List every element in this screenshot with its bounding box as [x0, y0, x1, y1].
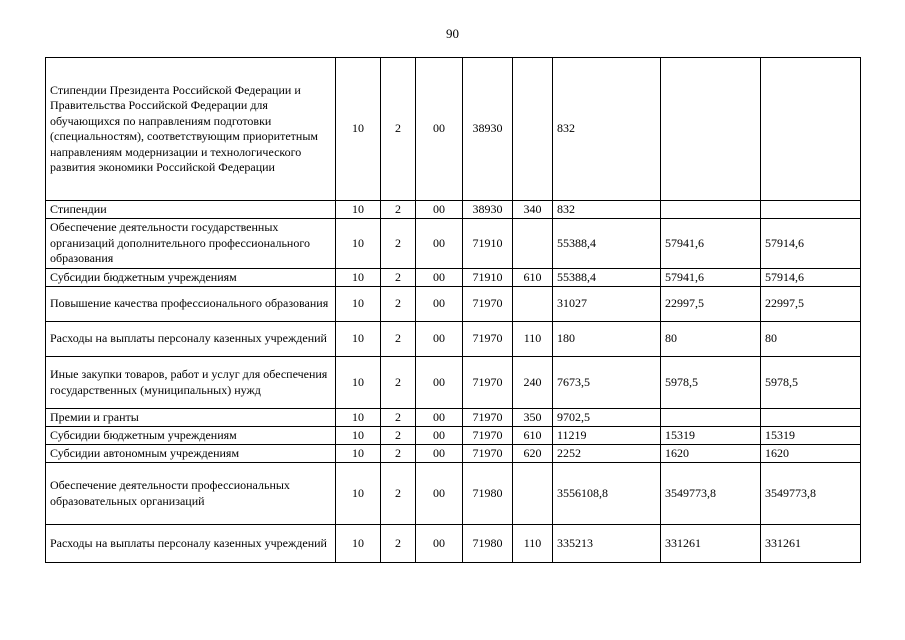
direction-code-cell: 38930 [463, 58, 513, 201]
section-code-cell: 10 [336, 427, 381, 445]
row-name-cell: Субсидии автономным учреждениям [46, 445, 336, 463]
subsection-code-cell: 2 [381, 463, 416, 525]
expense-type-cell [513, 463, 553, 525]
amount-year1-cell: 3556108,8 [553, 463, 661, 525]
amount-year2-cell: 57941,6 [661, 269, 761, 287]
program-code-cell: 00 [416, 219, 463, 269]
table-row [46, 269, 861, 287]
budget-table [45, 57, 861, 563]
program-code-cell: 00 [416, 269, 463, 287]
amount-year1-cell: 2252 [553, 445, 661, 463]
program-code-cell: 00 [416, 357, 463, 409]
row-name-cell: Премии и гранты [46, 409, 336, 427]
section-code-cell: 10 [336, 219, 381, 269]
page-number: 90 [446, 26, 459, 41]
program-code-cell: 00 [416, 58, 463, 201]
program-code-cell: 00 [416, 463, 463, 525]
amount-year2-cell: 1620 [661, 445, 761, 463]
program-code-cell: 00 [416, 201, 463, 219]
expense-type-cell: 240 [513, 357, 553, 409]
amount-year2-cell: 15319 [661, 427, 761, 445]
table-body [46, 58, 861, 563]
program-code-cell: 00 [416, 287, 463, 322]
amount-year2-cell [661, 58, 761, 201]
amount-year3-cell: 57914,6 [761, 219, 861, 269]
amount-year3-cell: 15319 [761, 427, 861, 445]
expense-type-cell: 110 [513, 525, 553, 563]
subsection-code-cell: 2 [381, 357, 416, 409]
direction-code-cell: 71910 [463, 219, 513, 269]
table-row [46, 445, 861, 463]
row-name-cell: Иные закупки товаров, работ и услуг для обеспечения государственных (муниципальных) нужд [46, 357, 336, 409]
section-code-cell: 10 [336, 287, 381, 322]
row-name-cell: Стипендии [46, 201, 336, 219]
amount-year1-cell: 31027 [553, 287, 661, 322]
subsection-code-cell: 2 [381, 445, 416, 463]
table-row [46, 287, 861, 322]
row-name-cell: Обеспечение деятельности государственных организаций дополнительного профессионального образования [46, 219, 336, 269]
amount-year3-cell: 22997,5 [761, 287, 861, 322]
amount-year1-cell: 9702,5 [553, 409, 661, 427]
amount-year3-cell [761, 201, 861, 219]
table-row [46, 322, 861, 357]
section-code-cell: 10 [336, 322, 381, 357]
amount-year1-cell: 180 [553, 322, 661, 357]
direction-code-cell: 71980 [463, 463, 513, 525]
row-name-cell: Субсидии бюджетным учреждениям [46, 269, 336, 287]
table-row [46, 463, 861, 525]
amount-year2-cell: 22997,5 [661, 287, 761, 322]
table-row [46, 357, 861, 409]
program-code-cell: 00 [416, 445, 463, 463]
subsection-code-cell: 2 [381, 269, 416, 287]
table-row [46, 525, 861, 563]
subsection-code-cell: 2 [381, 525, 416, 563]
direction-code-cell: 71970 [463, 445, 513, 463]
subsection-code-cell: 2 [381, 58, 416, 201]
direction-code-cell: 71970 [463, 322, 513, 357]
expense-type-cell: 110 [513, 322, 553, 357]
section-code-cell: 10 [336, 409, 381, 427]
amount-year1-cell: 55388,4 [553, 219, 661, 269]
program-code-cell: 00 [416, 322, 463, 357]
row-name-cell: Расходы на выплаты персоналу казенных учреждений [46, 525, 336, 563]
expense-type-cell [513, 287, 553, 322]
row-name-cell: Субсидии бюджетным учреждениям [46, 427, 336, 445]
amount-year2-cell [661, 409, 761, 427]
expense-type-cell: 610 [513, 427, 553, 445]
amount-year2-cell: 5978,5 [661, 357, 761, 409]
row-name-cell: Стипендии Президента Российской Федерации и Правительства Российской Федерации для обучающихся по направлениям подготовки (специальностям), соответствующим приоритетным направлениям модернизации и технологического развития экономики Российской Федерации [46, 58, 336, 201]
section-code-cell: 10 [336, 58, 381, 201]
amount-year2-cell: 3549773,8 [661, 463, 761, 525]
amount-year1-cell: 11219 [553, 427, 661, 445]
section-code-cell: 10 [336, 201, 381, 219]
program-code-cell: 00 [416, 409, 463, 427]
amount-year3-cell: 3549773,8 [761, 463, 861, 525]
amount-year3-cell: 5978,5 [761, 357, 861, 409]
direction-code-cell: 38930 [463, 201, 513, 219]
amount-year3-cell [761, 58, 861, 201]
subsection-code-cell: 2 [381, 219, 416, 269]
amount-year3-cell: 57914,6 [761, 269, 861, 287]
subsection-code-cell: 2 [381, 201, 416, 219]
program-code-cell: 00 [416, 525, 463, 563]
amount-year2-cell: 331261 [661, 525, 761, 563]
expense-type-cell: 350 [513, 409, 553, 427]
amount-year3-cell: 1620 [761, 445, 861, 463]
expense-type-cell: 340 [513, 201, 553, 219]
amount-year1-cell: 335213 [553, 525, 661, 563]
amount-year1-cell: 832 [553, 201, 661, 219]
amount-year3-cell: 331261 [761, 525, 861, 563]
section-code-cell: 10 [336, 357, 381, 409]
direction-code-cell: 71970 [463, 357, 513, 409]
direction-code-cell: 71910 [463, 269, 513, 287]
subsection-code-cell: 2 [381, 322, 416, 357]
amount-year1-cell: 7673,5 [553, 357, 661, 409]
row-name-cell: Обеспечение деятельности профессиональных образовательных организаций [46, 463, 336, 525]
expense-type-cell: 610 [513, 269, 553, 287]
expense-type-cell [513, 219, 553, 269]
expense-type-cell: 620 [513, 445, 553, 463]
section-code-cell: 10 [336, 525, 381, 563]
program-code-cell: 00 [416, 427, 463, 445]
expense-type-cell [513, 58, 553, 201]
section-code-cell: 10 [336, 269, 381, 287]
amount-year2-cell [661, 201, 761, 219]
amount-year2-cell: 57941,6 [661, 219, 761, 269]
subsection-code-cell: 2 [381, 409, 416, 427]
table-row [46, 409, 861, 427]
section-code-cell: 10 [336, 445, 381, 463]
direction-code-cell: 71970 [463, 409, 513, 427]
section-code-cell: 10 [336, 463, 381, 525]
amount-year3-cell [761, 409, 861, 427]
table-row [46, 58, 861, 201]
subsection-code-cell: 2 [381, 287, 416, 322]
table-row [46, 201, 861, 219]
row-name-cell: Повышение качества профессионального образования [46, 287, 336, 322]
direction-code-cell: 71970 [463, 427, 513, 445]
amount-year2-cell: 80 [661, 322, 761, 357]
table-row [46, 219, 861, 269]
direction-code-cell: 71970 [463, 287, 513, 322]
amount-year1-cell: 832 [553, 58, 661, 201]
subsection-code-cell: 2 [381, 427, 416, 445]
amount-year1-cell: 55388,4 [553, 269, 661, 287]
table-row [46, 427, 861, 445]
row-name-cell: Расходы на выплаты персоналу казенных учреждений [46, 322, 336, 357]
amount-year3-cell: 80 [761, 322, 861, 357]
direction-code-cell: 71980 [463, 525, 513, 563]
